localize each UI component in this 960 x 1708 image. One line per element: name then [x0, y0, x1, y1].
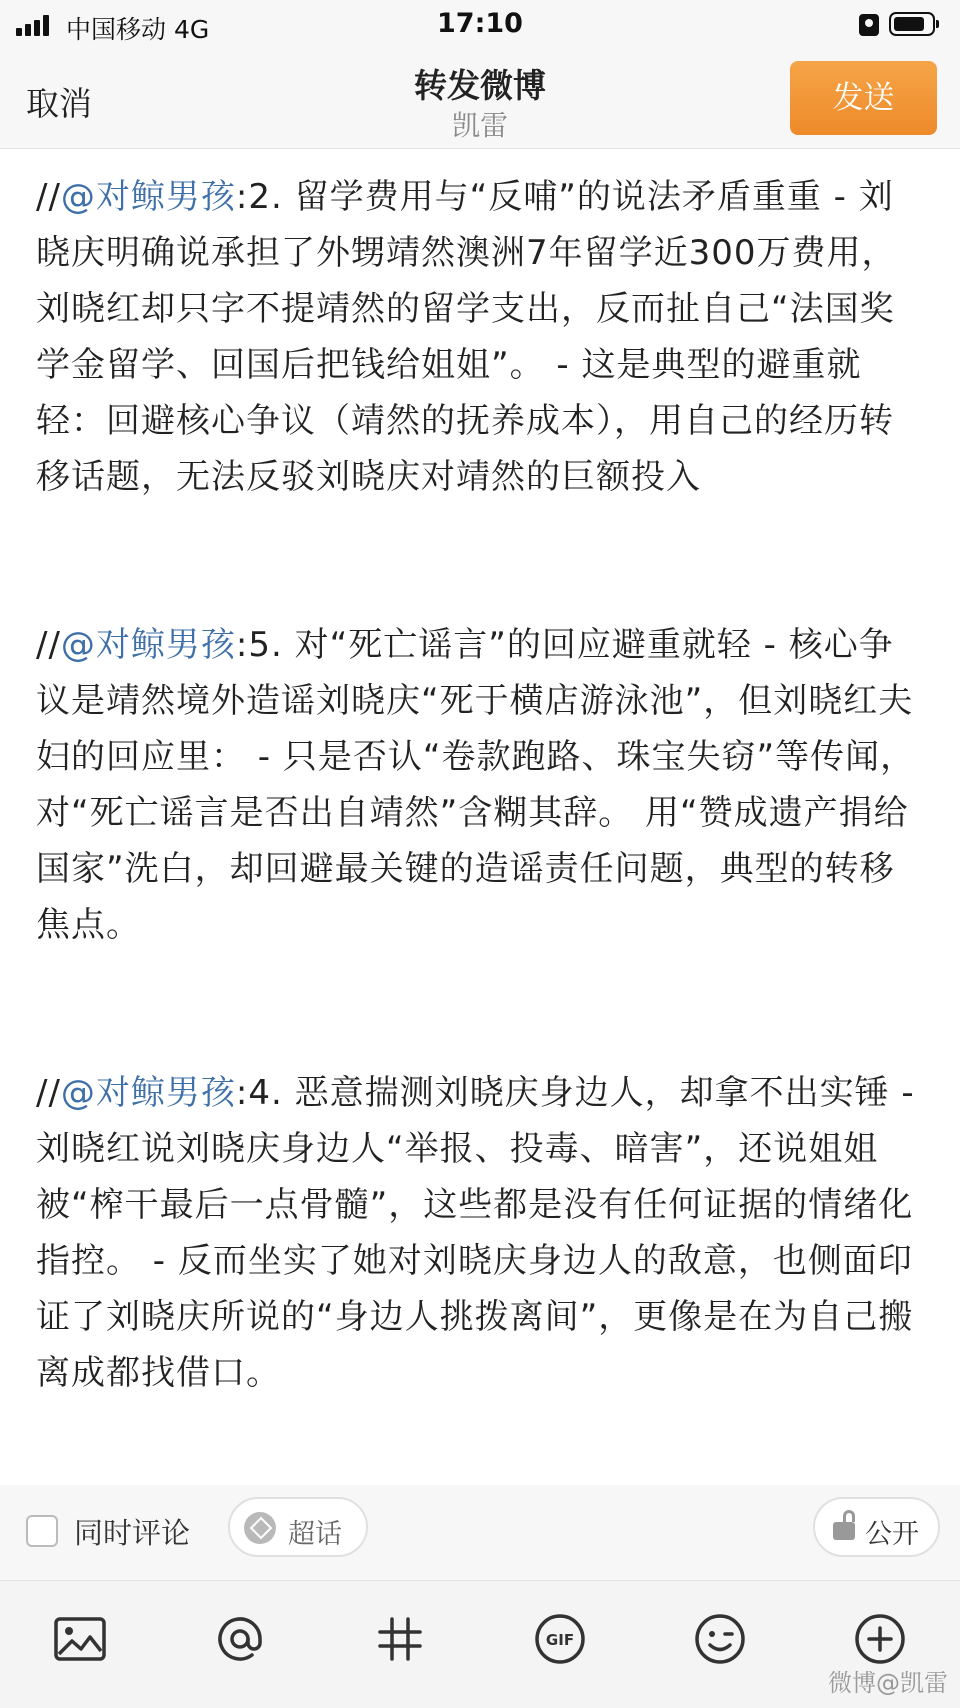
visibility-label: 公开	[865, 1519, 919, 1550]
battery-icon	[889, 12, 935, 36]
send-button[interactable]: 发送	[790, 61, 937, 135]
watermark: 微博@凯雷	[828, 1669, 948, 1697]
paragraph-text: :5. 对“死亡谣言”的回应避重就轻 - 核心争议是靖然境外造谣刘晓庆“死于横店游泳池”，但刘晓红夫妇的回应里： - 只是否认“卷款跑路、珠宝失窃”等传闻，对“死亡谣言是否出自靖然”含糊其辞。 用“赞成遗产捐给国家”洗白，却回避最关键的造谣责任问题，典型的转移焦点。	[36, 625, 916, 945]
user-mention[interactable]: @对鲸男孩	[60, 1073, 236, 1113]
repost-paragraph	[36, 617, 926, 953]
sync-comment-label[interactable]: 同时评论	[74, 1516, 191, 1550]
options-row	[0, 1485, 960, 1580]
orientation-lock-icon	[859, 14, 879, 36]
gif-icon[interactable]	[530, 1609, 590, 1669]
sync-comment-checkbox[interactable]	[26, 1515, 58, 1547]
image-icon[interactable]	[50, 1609, 110, 1669]
clock: 17:10	[437, 8, 523, 39]
hashtag-icon[interactable]	[370, 1609, 430, 1669]
repost-paragraph	[36, 1065, 926, 1401]
super-topic-button[interactable]	[228, 1497, 368, 1557]
user-mention[interactable]: @对鲸男孩	[60, 625, 236, 665]
paragraph-text: :2. 留学费用与“反哺”的说法矛盾重重 - 刘晓庆明确说承担了外甥靖然澳洲7年留学近300万费用，刘晓红却只字不提靖然的留学支出，反而扯自己“法国奖学金留学、回国后把钱给姐姐”。 - 这是典型的避重就轻：回避核心争议（靖然的抚养成本），用自己的经历转移话题，无法反驳刘晓庆对靖然的巨额投入	[36, 177, 897, 497]
user-mention[interactable]: @对鲸男孩	[60, 177, 236, 217]
status-bar	[0, 0, 960, 52]
paragraph-text: :4. 恶意揣测刘晓庆身边人，却拿不出实锤 - 刘晓红说刘晓庆身边人“举报、投毒、暗害”，还说姐姐被“榨干最后一点骨髓”，这些都是没有任何证据的情绪化指控。 - 反而坐实了她对刘晓庆身边人的敌意，也侧面印证了刘晓庆所说的“身边人挑拨离间”，更像是在为自己搬离成都找借口。	[36, 1073, 915, 1393]
diamond-icon	[244, 1512, 276, 1544]
super-topic-label: 超话	[288, 1519, 342, 1550]
page-title: 转发微博	[414, 66, 546, 105]
emoji-icon[interactable]	[690, 1609, 750, 1669]
visibility-button[interactable]	[813, 1497, 940, 1557]
repost-paragraph	[36, 169, 926, 505]
add-icon[interactable]	[850, 1609, 910, 1669]
nav-bar	[0, 52, 960, 149]
svg-text:GIF: GIF	[545, 1631, 575, 1649]
compose-toolbar	[0, 1580, 960, 1708]
carrier-label: 中国移动 4G	[66, 15, 210, 44]
at-icon[interactable]	[210, 1609, 270, 1669]
unlock-icon	[833, 1522, 855, 1540]
repost-content	[36, 169, 926, 1513]
cancel-button[interactable]: 取消	[26, 84, 92, 123]
repost-separator: //	[36, 625, 61, 665]
page-subtitle: 凯雷	[451, 109, 508, 142]
repost-text-editor[interactable]	[0, 149, 960, 1485]
repost-separator: //	[36, 177, 61, 217]
repost-separator: //	[36, 1073, 61, 1113]
